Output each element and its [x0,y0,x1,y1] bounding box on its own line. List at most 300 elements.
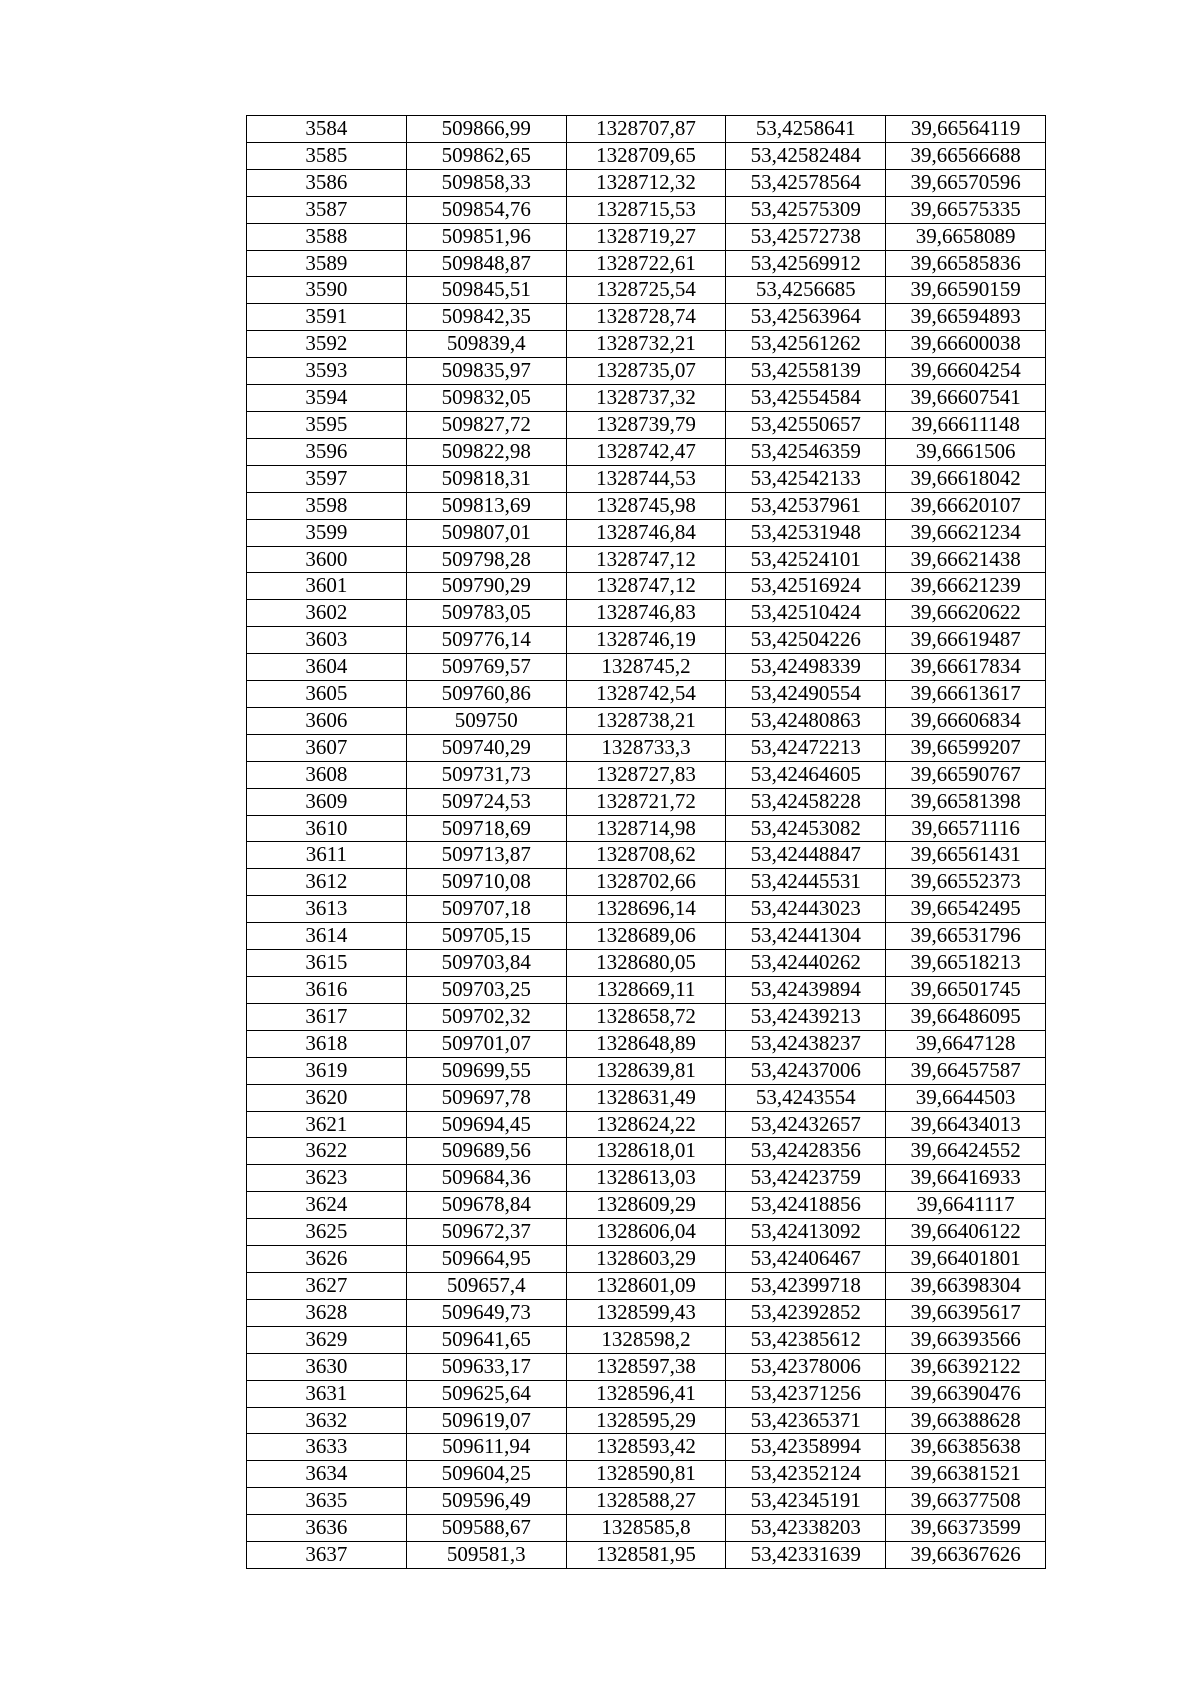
longitude-cell: 39,66620622 [886,600,1046,627]
latitude-cell: 53,42537961 [726,492,886,519]
table-row [247,1246,1046,1273]
longitude-cell: 39,66401801 [886,1246,1046,1273]
latitude-cell: 53,42550657 [726,411,886,438]
latitude-cell: 53,42345191 [726,1488,886,1515]
x-coordinate-cell: 509776,14 [406,627,566,654]
table-row [247,169,1046,196]
y-coordinate-cell: 1328597,38 [566,1353,726,1380]
x-coordinate-cell: 509848,87 [406,250,566,277]
table-row [247,331,1046,358]
y-coordinate-cell: 1328708,62 [566,842,726,869]
point-number-cell: 3613 [247,896,407,923]
y-coordinate-cell: 1328595,29 [566,1407,726,1434]
longitude-cell: 39,66571116 [886,815,1046,842]
y-coordinate-cell: 1328598,2 [566,1326,726,1353]
y-coordinate-cell: 1328601,09 [566,1272,726,1299]
table-row [247,1030,1046,1057]
longitude-cell: 39,66620107 [886,492,1046,519]
table-row [247,1326,1046,1353]
y-coordinate-cell: 1328725,54 [566,277,726,304]
point-number-cell: 3621 [247,1111,407,1138]
table-row [247,1353,1046,1380]
y-coordinate-cell: 1328639,81 [566,1057,726,1084]
x-coordinate-cell: 509845,51 [406,277,566,304]
x-coordinate-cell: 509862,65 [406,142,566,169]
table-row [247,681,1046,708]
longitude-cell: 39,6661506 [886,438,1046,465]
table-row [247,358,1046,385]
point-number-cell: 3585 [247,142,407,169]
table-row [247,304,1046,331]
point-number-cell: 3610 [247,815,407,842]
y-coordinate-cell: 1328715,53 [566,196,726,223]
longitude-cell: 39,66373599 [886,1515,1046,1542]
longitude-cell: 39,66392122 [886,1353,1046,1380]
coordinates-table-body [247,116,1046,1569]
y-coordinate-cell: 1328712,32 [566,169,726,196]
table-row [247,761,1046,788]
y-coordinate-cell: 1328735,07 [566,358,726,385]
table-row [247,1542,1046,1569]
latitude-cell: 53,42423759 [726,1165,886,1192]
y-coordinate-cell: 1328707,87 [566,116,726,143]
table-row [247,1111,1046,1138]
x-coordinate-cell: 509703,25 [406,977,566,1004]
x-coordinate-cell: 509818,31 [406,465,566,492]
y-coordinate-cell: 1328669,11 [566,977,726,1004]
x-coordinate-cell: 509851,96 [406,223,566,250]
longitude-cell: 39,66552373 [886,869,1046,896]
point-number-cell: 3607 [247,734,407,761]
x-coordinate-cell: 509588,67 [406,1515,566,1542]
latitude-cell: 53,42546359 [726,438,886,465]
longitude-cell: 39,66607541 [886,385,1046,412]
y-coordinate-cell: 1328737,32 [566,385,726,412]
x-coordinate-cell: 509694,45 [406,1111,566,1138]
longitude-cell: 39,66599207 [886,734,1046,761]
x-coordinate-cell: 509813,69 [406,492,566,519]
y-coordinate-cell: 1328746,19 [566,627,726,654]
y-coordinate-cell: 1328590,81 [566,1461,726,1488]
point-number-cell: 3615 [247,950,407,977]
point-number-cell: 3597 [247,465,407,492]
point-number-cell: 3624 [247,1192,407,1219]
longitude-cell: 39,66606834 [886,707,1046,734]
y-coordinate-cell: 1328596,41 [566,1380,726,1407]
point-number-cell: 3587 [247,196,407,223]
table-row [247,116,1046,143]
latitude-cell: 53,4258641 [726,116,886,143]
longitude-cell: 39,66611148 [886,411,1046,438]
x-coordinate-cell: 509581,3 [406,1542,566,1569]
y-coordinate-cell: 1328739,79 [566,411,726,438]
y-coordinate-cell: 1328702,66 [566,869,726,896]
y-coordinate-cell: 1328732,21 [566,331,726,358]
longitude-cell: 39,66618042 [886,465,1046,492]
longitude-cell: 39,66570596 [886,169,1046,196]
y-coordinate-cell: 1328709,65 [566,142,726,169]
table-row [247,196,1046,223]
table-row [247,734,1046,761]
point-number-cell: 3623 [247,1165,407,1192]
y-coordinate-cell: 1328721,72 [566,788,726,815]
latitude-cell: 53,42563964 [726,304,886,331]
x-coordinate-cell: 509718,69 [406,815,566,842]
y-coordinate-cell: 1328745,2 [566,654,726,681]
longitude-cell: 39,66393566 [886,1326,1046,1353]
latitude-cell: 53,42432657 [726,1111,886,1138]
x-coordinate-cell: 509701,07 [406,1030,566,1057]
x-coordinate-cell: 509710,08 [406,869,566,896]
y-coordinate-cell: 1328680,05 [566,950,726,977]
x-coordinate-cell: 509713,87 [406,842,566,869]
x-coordinate-cell: 509839,4 [406,331,566,358]
latitude-cell: 53,42365371 [726,1407,886,1434]
point-number-cell: 3636 [247,1515,407,1542]
point-number-cell: 3604 [247,654,407,681]
y-coordinate-cell: 1328689,06 [566,923,726,950]
point-number-cell: 3606 [247,707,407,734]
point-number-cell: 3622 [247,1138,407,1165]
latitude-cell: 53,42504226 [726,627,886,654]
longitude-cell: 39,66424552 [886,1138,1046,1165]
table-row [247,788,1046,815]
longitude-cell: 39,66367626 [886,1542,1046,1569]
table-row [247,1488,1046,1515]
point-number-cell: 3584 [247,116,407,143]
longitude-cell: 39,66575335 [886,196,1046,223]
latitude-cell: 53,42371256 [726,1380,886,1407]
x-coordinate-cell: 509611,94 [406,1434,566,1461]
x-coordinate-cell: 509724,53 [406,788,566,815]
latitude-cell: 53,42443023 [726,896,886,923]
table-row [247,950,1046,977]
longitude-cell: 39,66566688 [886,142,1046,169]
x-coordinate-cell: 509604,25 [406,1461,566,1488]
latitude-cell: 53,4256685 [726,277,886,304]
table-row [247,1219,1046,1246]
y-coordinate-cell: 1328727,83 [566,761,726,788]
longitude-cell: 39,66581398 [886,788,1046,815]
x-coordinate-cell: 509699,55 [406,1057,566,1084]
latitude-cell: 53,42440262 [726,950,886,977]
point-number-cell: 3591 [247,304,407,331]
point-number-cell: 3586 [247,169,407,196]
x-coordinate-cell: 509705,15 [406,923,566,950]
latitude-cell: 53,42578564 [726,169,886,196]
x-coordinate-cell: 509664,95 [406,1246,566,1273]
latitude-cell: 53,42582484 [726,142,886,169]
latitude-cell: 53,42352124 [726,1461,886,1488]
x-coordinate-cell: 509827,72 [406,411,566,438]
longitude-cell: 39,66604254 [886,358,1046,385]
x-coordinate-cell: 509832,05 [406,385,566,412]
longitude-cell: 39,66518213 [886,950,1046,977]
latitude-cell: 53,42378006 [726,1353,886,1380]
latitude-cell: 53,42464605 [726,761,886,788]
longitude-cell: 39,66385638 [886,1434,1046,1461]
point-number-cell: 3631 [247,1380,407,1407]
longitude-cell: 39,66621234 [886,519,1046,546]
x-coordinate-cell: 509750 [406,707,566,734]
x-coordinate-cell: 509707,18 [406,896,566,923]
table-row [247,627,1046,654]
latitude-cell: 53,42561262 [726,331,886,358]
latitude-cell: 53,42438237 [726,1030,886,1057]
longitude-cell: 39,66621239 [886,573,1046,600]
longitude-cell: 39,66590767 [886,761,1046,788]
y-coordinate-cell: 1328714,98 [566,815,726,842]
latitude-cell: 53,42445531 [726,869,886,896]
y-coordinate-cell: 1328728,74 [566,304,726,331]
table-row [247,142,1046,169]
y-coordinate-cell: 1328593,42 [566,1434,726,1461]
longitude-cell: 39,66395617 [886,1299,1046,1326]
longitude-cell: 39,66594893 [886,304,1046,331]
latitude-cell: 53,42448847 [726,842,886,869]
point-number-cell: 3603 [247,627,407,654]
table-row [247,1299,1046,1326]
table-row [247,1003,1046,1030]
table-row [247,707,1046,734]
table-row [247,223,1046,250]
point-number-cell: 3599 [247,519,407,546]
latitude-cell: 53,42575309 [726,196,886,223]
point-number-cell: 3626 [247,1246,407,1273]
point-number-cell: 3633 [247,1434,407,1461]
table-row [247,1084,1046,1111]
table-row [247,869,1046,896]
latitude-cell: 53,42542133 [726,465,886,492]
latitude-cell: 53,42413092 [726,1219,886,1246]
table-row [247,1165,1046,1192]
y-coordinate-cell: 1328746,83 [566,600,726,627]
longitude-cell: 39,66390476 [886,1380,1046,1407]
latitude-cell: 53,42428356 [726,1138,886,1165]
latitude-cell: 53,42441304 [726,923,886,950]
latitude-cell: 53,42439894 [726,977,886,1004]
point-number-cell: 3616 [247,977,407,1004]
latitude-cell: 53,42418856 [726,1192,886,1219]
longitude-cell: 39,6647128 [886,1030,1046,1057]
y-coordinate-cell: 1328747,12 [566,573,726,600]
latitude-cell: 53,42490554 [726,681,886,708]
x-coordinate-cell: 509641,65 [406,1326,566,1353]
latitude-cell: 53,42331639 [726,1542,886,1569]
point-number-cell: 3590 [247,277,407,304]
longitude-cell: 39,66617834 [886,654,1046,681]
table-row [247,277,1046,304]
x-coordinate-cell: 509854,76 [406,196,566,223]
point-number-cell: 3589 [247,250,407,277]
latitude-cell: 53,42498339 [726,654,886,681]
point-number-cell: 3605 [247,681,407,708]
y-coordinate-cell: 1328603,29 [566,1246,726,1273]
point-number-cell: 3632 [247,1407,407,1434]
table-row [247,1380,1046,1407]
table-row [247,519,1046,546]
y-coordinate-cell: 1328613,03 [566,1165,726,1192]
point-number-cell: 3595 [247,411,407,438]
point-number-cell: 3602 [247,600,407,627]
x-coordinate-cell: 509697,78 [406,1084,566,1111]
y-coordinate-cell: 1328588,27 [566,1488,726,1515]
longitude-cell: 39,66564119 [886,116,1046,143]
x-coordinate-cell: 509596,49 [406,1488,566,1515]
y-coordinate-cell: 1328606,04 [566,1219,726,1246]
latitude-cell: 53,42406467 [726,1246,886,1273]
table-row [247,1272,1046,1299]
point-number-cell: 3634 [247,1461,407,1488]
longitude-cell: 39,66600038 [886,331,1046,358]
table-row [247,1138,1046,1165]
x-coordinate-cell: 509822,98 [406,438,566,465]
x-coordinate-cell: 509684,36 [406,1165,566,1192]
x-coordinate-cell: 509858,33 [406,169,566,196]
latitude-cell: 53,42531948 [726,519,886,546]
y-coordinate-cell: 1328609,29 [566,1192,726,1219]
x-coordinate-cell: 509835,97 [406,358,566,385]
longitude-cell: 39,66561431 [886,842,1046,869]
x-coordinate-cell: 509672,37 [406,1219,566,1246]
point-number-cell: 3609 [247,788,407,815]
point-number-cell: 3614 [247,923,407,950]
y-coordinate-cell: 1328696,14 [566,896,726,923]
y-coordinate-cell: 1328618,01 [566,1138,726,1165]
x-coordinate-cell: 509790,29 [406,573,566,600]
table-row [247,573,1046,600]
point-number-cell: 3612 [247,869,407,896]
y-coordinate-cell: 1328742,47 [566,438,726,465]
latitude-cell: 53,42392852 [726,1299,886,1326]
x-coordinate-cell: 509625,64 [406,1380,566,1407]
x-coordinate-cell: 509657,4 [406,1272,566,1299]
x-coordinate-cell: 509783,05 [406,600,566,627]
table-row [247,1434,1046,1461]
point-number-cell: 3635 [247,1488,407,1515]
point-number-cell: 3594 [247,385,407,412]
x-coordinate-cell: 509760,86 [406,681,566,708]
latitude-cell: 53,42569912 [726,250,886,277]
longitude-cell: 39,66486095 [886,1003,1046,1030]
table-row [247,411,1046,438]
latitude-cell: 53,42472213 [726,734,886,761]
longitude-cell: 39,66531796 [886,923,1046,950]
latitude-cell: 53,42385612 [726,1326,886,1353]
longitude-cell: 39,6641117 [886,1192,1046,1219]
longitude-cell: 39,6658089 [886,223,1046,250]
table-row [247,923,1046,950]
y-coordinate-cell: 1328738,21 [566,707,726,734]
latitude-cell: 53,42437006 [726,1057,886,1084]
longitude-cell: 39,66398304 [886,1272,1046,1299]
coordinates-table [246,115,1046,1569]
latitude-cell: 53,42524101 [726,546,886,573]
y-coordinate-cell: 1328744,53 [566,465,726,492]
latitude-cell: 53,4243554 [726,1084,886,1111]
latitude-cell: 53,42510424 [726,600,886,627]
y-coordinate-cell: 1328719,27 [566,223,726,250]
table-row [247,385,1046,412]
y-coordinate-cell: 1328658,72 [566,1003,726,1030]
longitude-cell: 39,66377508 [886,1488,1046,1515]
longitude-cell: 39,66416933 [886,1165,1046,1192]
x-coordinate-cell: 509689,56 [406,1138,566,1165]
x-coordinate-cell: 509769,57 [406,654,566,681]
point-number-cell: 3601 [247,573,407,600]
x-coordinate-cell: 509798,28 [406,546,566,573]
point-number-cell: 3598 [247,492,407,519]
longitude-cell: 39,6644503 [886,1084,1046,1111]
latitude-cell: 53,42458228 [726,788,886,815]
y-coordinate-cell: 1328581,95 [566,1542,726,1569]
point-number-cell: 3630 [247,1353,407,1380]
point-number-cell: 3618 [247,1030,407,1057]
y-coordinate-cell: 1328746,84 [566,519,726,546]
point-number-cell: 3611 [247,842,407,869]
table-row [247,250,1046,277]
y-coordinate-cell: 1328733,3 [566,734,726,761]
table-row [247,1515,1046,1542]
point-number-cell: 3619 [247,1057,407,1084]
x-coordinate-cell: 509866,99 [406,116,566,143]
table-row [247,465,1046,492]
table-row [247,896,1046,923]
point-number-cell: 3625 [247,1219,407,1246]
x-coordinate-cell: 509678,84 [406,1192,566,1219]
latitude-cell: 53,42439213 [726,1003,886,1030]
latitude-cell: 53,42480863 [726,707,886,734]
latitude-cell: 53,42453082 [726,815,886,842]
longitude-cell: 39,66621438 [886,546,1046,573]
point-number-cell: 3617 [247,1003,407,1030]
table-row [247,546,1046,573]
table-row [247,1057,1046,1084]
table-row [247,1461,1046,1488]
x-coordinate-cell: 509633,17 [406,1353,566,1380]
point-number-cell: 3608 [247,761,407,788]
x-coordinate-cell: 509740,29 [406,734,566,761]
x-coordinate-cell: 509731,73 [406,761,566,788]
latitude-cell: 53,42558139 [726,358,886,385]
point-number-cell: 3592 [247,331,407,358]
table-row [247,815,1046,842]
latitude-cell: 53,42554584 [726,385,886,412]
table-row [247,492,1046,519]
table-row [247,600,1046,627]
x-coordinate-cell: 509807,01 [406,519,566,546]
point-number-cell: 3629 [247,1326,407,1353]
longitude-cell: 39,66590159 [886,277,1046,304]
x-coordinate-cell: 509702,32 [406,1003,566,1030]
latitude-cell: 53,42358994 [726,1434,886,1461]
point-number-cell: 3600 [247,546,407,573]
x-coordinate-cell: 509649,73 [406,1299,566,1326]
x-coordinate-cell: 509703,84 [406,950,566,977]
longitude-cell: 39,66585836 [886,250,1046,277]
table-row [247,842,1046,869]
table-row [247,1407,1046,1434]
point-number-cell: 3593 [247,358,407,385]
latitude-cell: 53,42516924 [726,573,886,600]
longitude-cell: 39,66388628 [886,1407,1046,1434]
point-number-cell: 3596 [247,438,407,465]
longitude-cell: 39,66457587 [886,1057,1046,1084]
longitude-cell: 39,66501745 [886,977,1046,1004]
x-coordinate-cell: 509619,07 [406,1407,566,1434]
y-coordinate-cell: 1328648,89 [566,1030,726,1057]
longitude-cell: 39,66381521 [886,1461,1046,1488]
